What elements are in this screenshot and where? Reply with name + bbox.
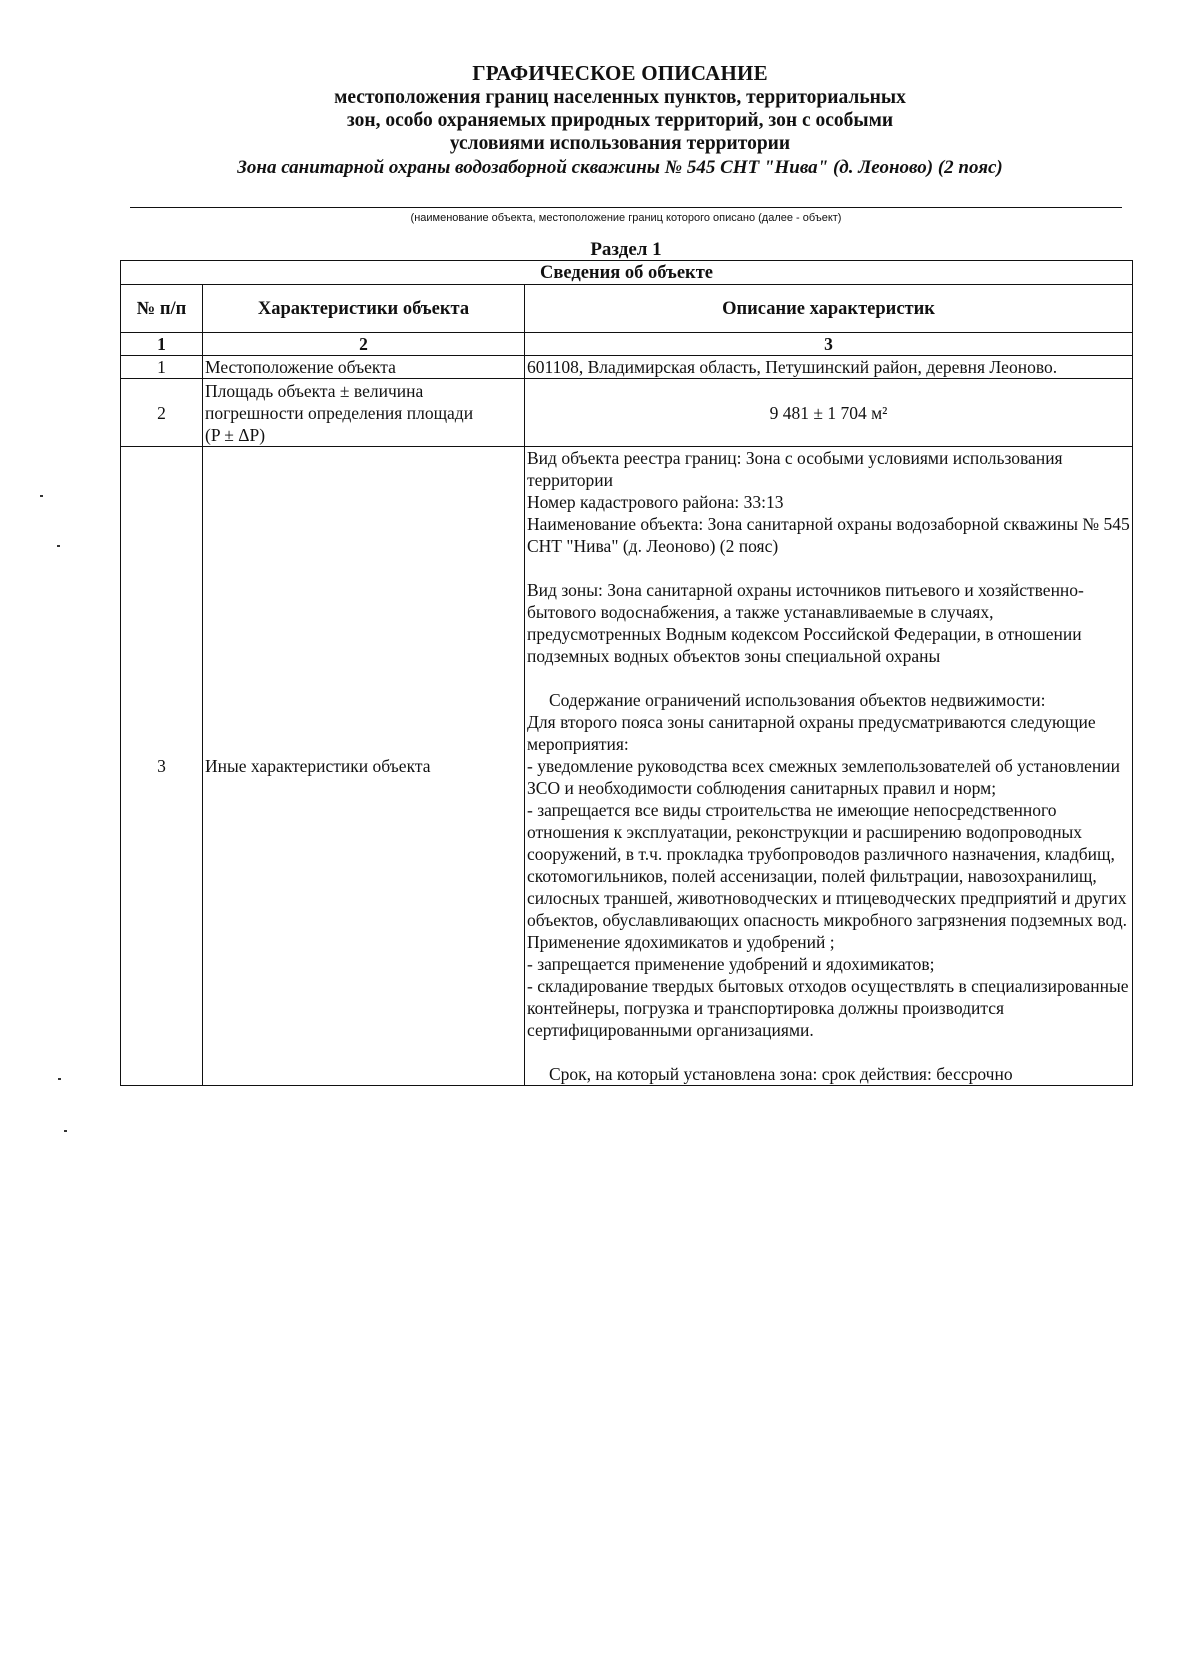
row-2-characteristic-line-3: (P ± ΔP) xyxy=(205,424,266,445)
object-name-underline xyxy=(130,207,1122,208)
section-title: Раздел 1 xyxy=(590,239,662,260)
row-3-characteristic: Иные характеристики объекта xyxy=(203,447,525,1086)
restriction-line: - запрещается все виды строительства не имеющие непосредственного отношения к эксплуатации, реконструкции и расширению водопроводных сооружений, в т.ч. прокладка трубопроводов различного назначения, кладбищ, скотомогильников, полей ассенизации, полей фильтрации, навозохранилищ, силосных траншей, животноводческих и птицеводческих предприятий и других объектов, обуславливающих опасность микробного загрязнения подземных вод. Применение ядохимикатов и удобрений ; xyxy=(527,800,1128,952)
row-2-description: 9 481 ± 1 704 м² xyxy=(525,379,1133,447)
restriction-line: - складирование твердых бытовых отходов осуществлять в специализированные контейнеры, погрузка и транспортировка должны производится сертифицированными организациями. xyxy=(527,976,1129,1040)
spacer xyxy=(527,1041,1130,1063)
restrictions-heading: Содержание ограничений использования объектов недвижимости: xyxy=(549,690,1046,710)
row-1-description: 601108, Владимирская область, Петушинский район, деревня Леоново. xyxy=(525,356,1133,379)
spacer xyxy=(527,667,1130,689)
row-3-description xyxy=(525,447,1133,1086)
scan-speck xyxy=(64,1130,67,1132)
table-row xyxy=(121,447,1133,1086)
table-title: Сведения об объекте xyxy=(121,261,1133,285)
table-row xyxy=(121,379,1133,447)
document-subtitle-line-1: местоположения границ населенных пунктов, территориальных xyxy=(334,87,906,108)
row-2-characteristic-line-1: Площадь объекта ± величина xyxy=(205,380,424,401)
scan-speck xyxy=(57,545,60,547)
registry-type: Вид объекта реестра границ: Зона с особыми условиями использования территории xyxy=(527,448,1063,490)
restriction-line: - уведомление руководства всех смежных землепользователей об установлении ЗСО и необходимости соблюдения санитарных правил и норм; xyxy=(527,756,1121,798)
spacer xyxy=(527,557,1130,579)
table-row xyxy=(121,356,1133,379)
row-2-characteristic xyxy=(203,379,525,447)
zone-type: Вид зоны: Зона санитарной охраны источников питьевого и хозяйственно-бытового водоснабжения, а также устанавливаемые в случаях, предусмотренных Водным кодексом Российской Федерации, в отношении подземных водных объектов зоны специальной охраны xyxy=(527,580,1084,666)
row-2-num: 2 xyxy=(121,379,203,447)
column-number-1: 1 xyxy=(121,333,203,356)
object-name-detail: Наименование объекта: Зона санитарной охраны водозаборной скважины № 545 СНТ "Нива" (д. Леоново) (2 пояс) xyxy=(527,514,1130,556)
cadastral-district: Номер кадастрового района: 33:13 xyxy=(527,492,784,512)
row-1-num: 1 xyxy=(121,356,203,379)
object-caption: (наименование объекта, местоположение границ которого описано (далее - объект) xyxy=(410,212,842,224)
column-number-2: 2 xyxy=(203,333,525,356)
column-number-3: 3 xyxy=(525,333,1133,356)
zone-term: Срок, на который установлена зона: срок действия: бессрочно xyxy=(549,1064,1013,1084)
restriction-line: Для второго пояса зоны санитарной охраны предусматриваются следующие мероприятия: xyxy=(527,712,1096,754)
object-name: Зона санитарной охраны водозаборной скважины № 545 СНТ "Нива" (д. Леоново) (2 пояс) xyxy=(237,157,1003,178)
row-2-characteristic-line-2: погрешности определения площади xyxy=(205,402,474,423)
document-title: ГРАФИЧЕСКОЕ ОПИСАНИЕ xyxy=(472,61,768,85)
object-info-table xyxy=(120,260,1133,1086)
row-3-num: 3 xyxy=(121,447,203,1086)
scan-speck xyxy=(58,1078,61,1080)
header-num: № п/п xyxy=(121,285,203,333)
column-number-row xyxy=(121,333,1133,356)
table-header-row xyxy=(121,285,1133,333)
scan-speck xyxy=(40,495,43,497)
restriction-line: - запрещается применение удобрений и ядохимикатов; xyxy=(527,954,935,974)
table-title-row xyxy=(121,261,1133,285)
row-1-characteristic: Местоположение объекта xyxy=(203,356,525,379)
document-header xyxy=(120,60,1120,181)
document-subtitle-line-3: условиями использования территории xyxy=(449,133,791,154)
header-characteristic: Характеристики объекта xyxy=(203,285,525,333)
document-subtitle-line-2: зон, особо охраняемых природных территорий, зон с особыми xyxy=(346,110,894,131)
header-description: Описание характеристик xyxy=(525,285,1133,333)
